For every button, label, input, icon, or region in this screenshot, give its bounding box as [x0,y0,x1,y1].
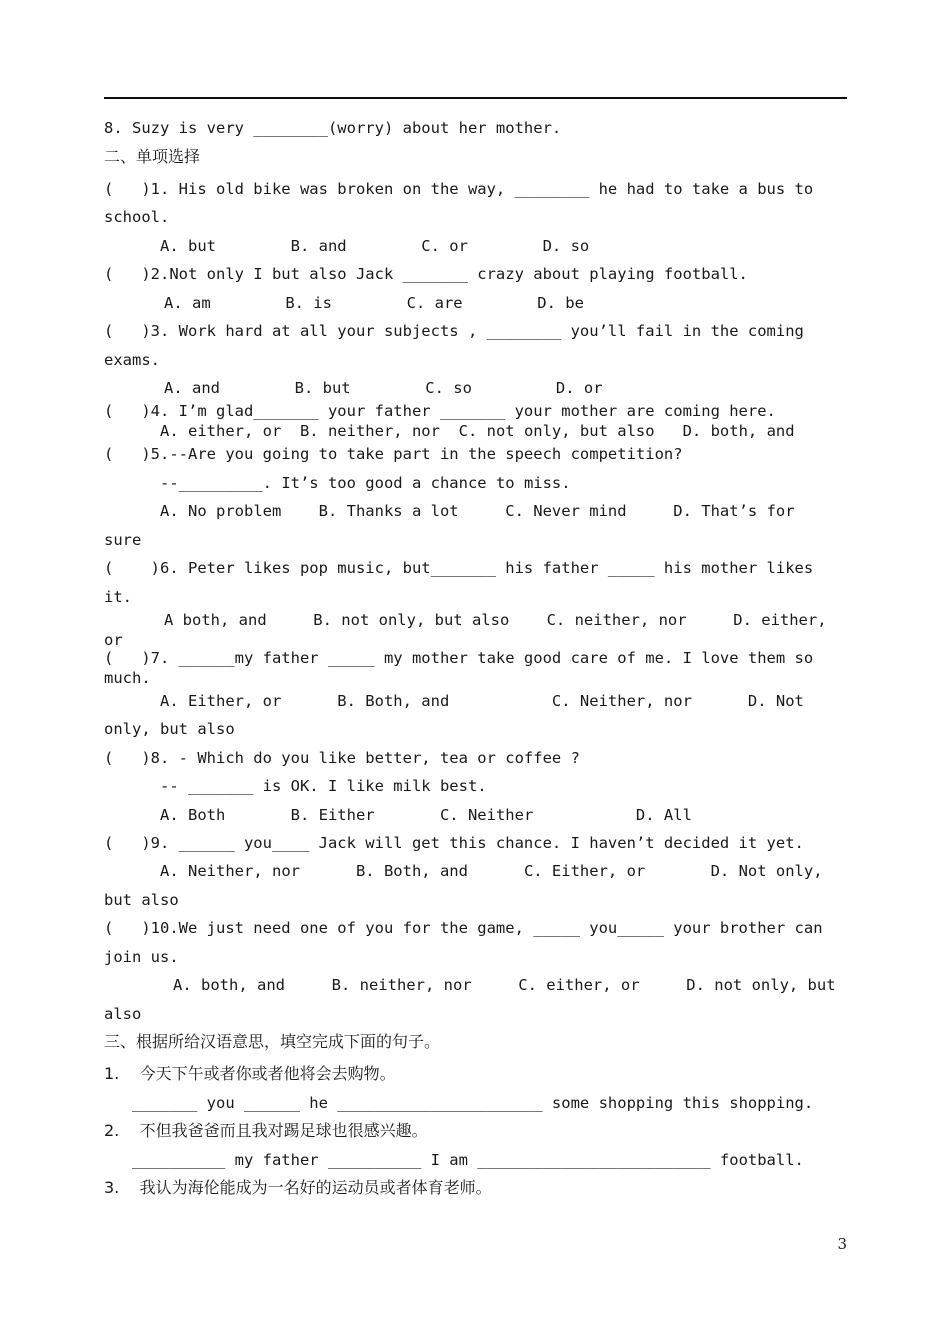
mc-question-7-cont: much. [104,669,151,687]
mc-question-5-reply: --_________. It’s too good a chance to miss. [160,474,571,492]
mc-question-7-options-cont: only, but also [104,720,235,738]
page-number: 3 [837,1235,847,1253]
mc-question-5-options-cont: sure [104,531,142,549]
mc-question-3: ( )3. Work hard at all your subjects , ________ you’ll fail in the coming [104,322,804,340]
header-rule [104,97,847,99]
translation-1-english: _______ you ______ he ______________________ some shopping this shopping. [132,1094,814,1112]
mc-question-5-options: A. No problem B. Thanks a lot C. Never mind D. That’s for [160,502,795,520]
question-8-text: 8. Suzy is very ________(worry) about her mother. [104,119,562,137]
mc-question-8: ( )8. - Which do you like better, tea or coffee ? [104,749,580,767]
mc-question-6-options: A both, and B. not only, but also C. neither, nor D. either, [164,611,827,629]
translation-3-chinese: 3. 我认为海伦能成为一名好的运动员或者体育老师。 [104,1178,492,1197]
mc-question-2: ( )2.Not only I but also Jack _______ crazy about playing football. [104,265,748,283]
mc-question-7: ( )7. ______my father _____ my mother take good care of me. I love them so [104,649,814,667]
mc-question-10-options-cont: also [104,1005,142,1023]
mc-question-7-options: A. Either, or B. Both, and C. Neither, nor D. Not [160,692,804,710]
translation-2-chinese: 2. 不但我爸爸而且我对踢足球也很感兴趣。 [104,1121,428,1140]
mc-question-10-cont: join us. [104,948,179,966]
mc-question-4-options: A. either, or B. neither, nor C. not only, but also D. both, and [160,422,795,440]
mc-question-3-cont: exams. [104,351,160,369]
mc-question-1-options: A. but B. and C. or D. so [160,237,590,255]
mc-question-6: ( )6. Peter likes pop music, but_______ his father _____ his mother likes [104,559,814,577]
translation-2-english: __________ my father __________ I am _________________________ football. [132,1151,804,1169]
mc-question-2-options: A. am B. is C. are D. be [164,294,584,312]
translation-1-chinese: 1. 今天下午或者你或者他将会去购物。 [104,1064,396,1083]
mc-question-1: ( )1. His old bike was broken on the way, ________ he had to take a bus to [104,180,814,198]
mc-question-3-options: A. and B. but C. so D. or [164,379,603,397]
mc-question-9-options: A. Neither, nor B. Both, and C. Either, or D. Not only, [160,862,823,880]
mc-question-9: ( )9. ______ you____ Jack will get this chance. I haven’t decided it yet. [104,834,804,852]
mc-question-6-cont: it. [104,588,132,606]
mc-question-5: ( )5.--Are you going to take part in the speech competition? [104,445,683,463]
mc-question-10: ( )10.We just need one of you for the game, _____ you_____ your brother can [104,919,823,937]
mc-question-4: ( )4. I’m glad_______ your father _______ your mother are coming here. [104,402,776,420]
mc-question-6-options-cont: or [104,631,123,649]
mc-question-9-options-cont: but also [104,891,179,909]
mc-question-1-cont: school. [104,208,170,226]
mc-question-8-options: A. Both B. Either C. Neither D. All [160,806,692,824]
mc-question-8-reply: -- _______ is OK. I like milk best. [160,777,487,795]
mc-question-10-options: A. both, and B. neither, nor C. either, or D. not only, but [173,976,836,994]
section-3-title: 三、根据所给汉语意思，填空完成下面的句子。 [104,1032,441,1051]
section-2-title: 二、单项选择 [104,147,201,166]
